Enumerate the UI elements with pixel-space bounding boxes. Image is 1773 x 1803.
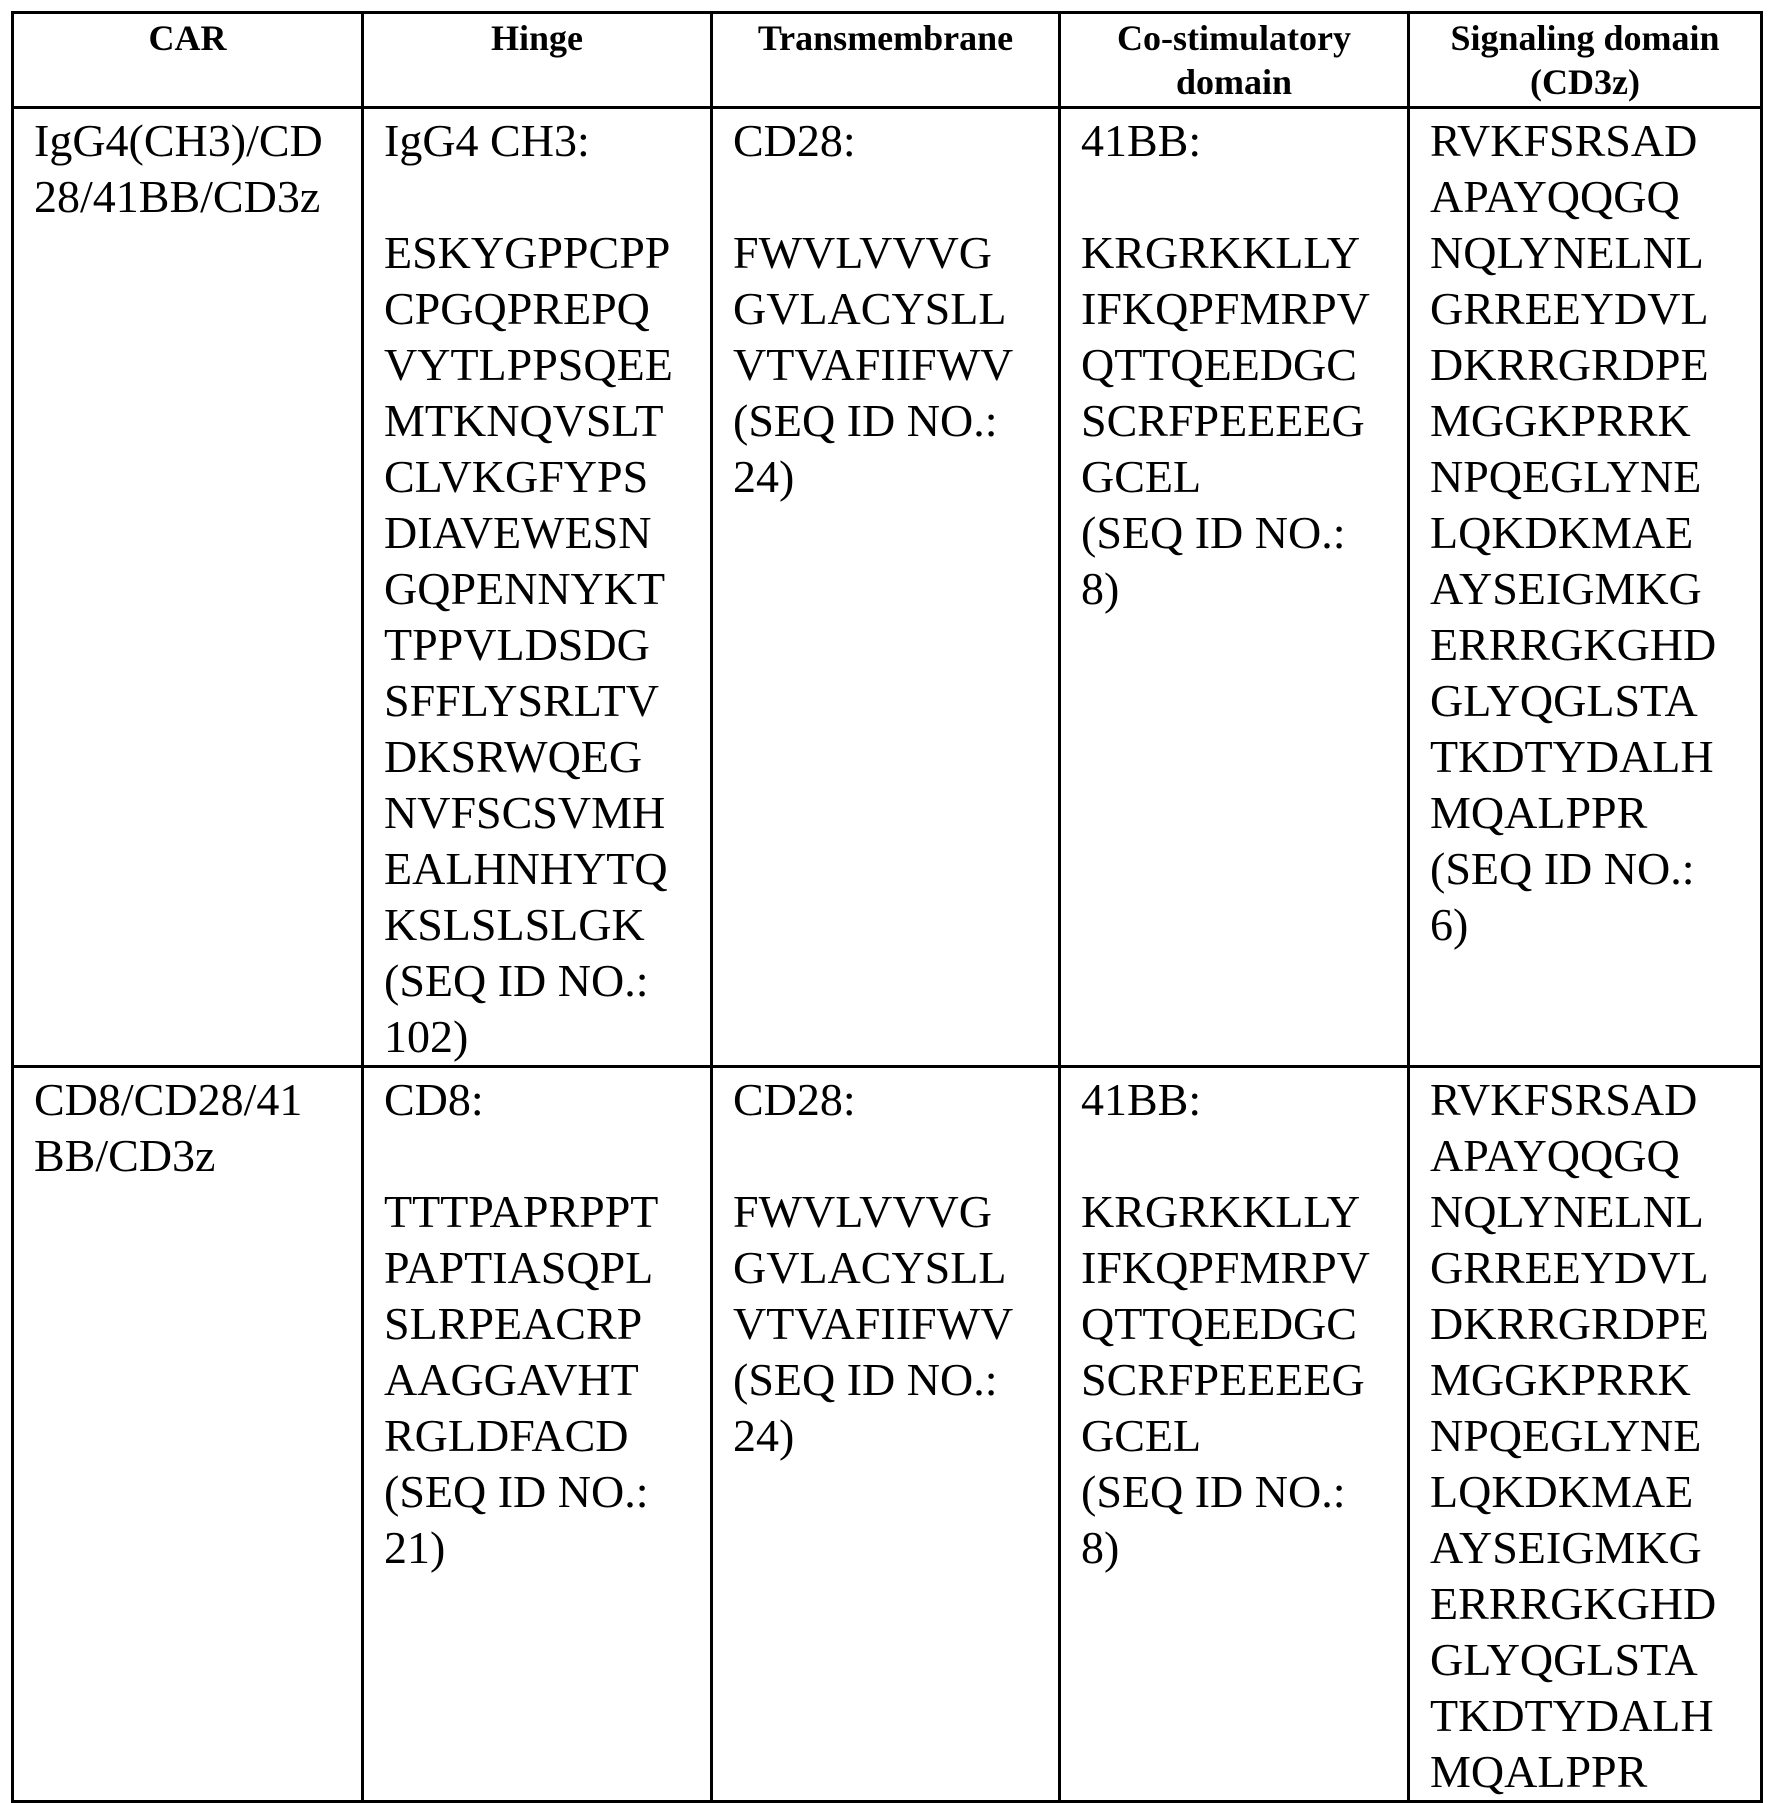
sequence-line: ESKYGPPCPP [384, 227, 671, 278]
car-name: IgG4(CH3)/CD [34, 115, 323, 166]
car-name: CD8/CD28/41 [34, 1074, 303, 1125]
sequence-line: KRGRKKLLY [1081, 227, 1361, 278]
sequence-line: GQPENNYKT [384, 563, 666, 614]
table-row [13, 1067, 1762, 1802]
sequence-line: MGGKPRRK [1430, 395, 1691, 446]
sequence-line: FWVLVVVG [733, 1186, 992, 1237]
header-text: Hinge [490, 18, 583, 58]
domain-label: 41BB: [1081, 115, 1202, 166]
cell-car [13, 108, 363, 1067]
sequence-line: FWVLVVVG [733, 227, 992, 278]
sequence-line: DKSRWQEG [384, 731, 643, 782]
sequence-line: ERRRGKGHD [1430, 619, 1717, 670]
sequence-line: GCEL [1081, 451, 1202, 502]
header-text: Signaling domain [1450, 18, 1720, 58]
seq-id: (SEQ ID NO.: [1430, 843, 1695, 894]
sequence-line: GLYQGLSTA [1430, 1634, 1698, 1685]
header-signaling-domain [1409, 13, 1762, 108]
sequence-line: GVLACYSLL [733, 1242, 1007, 1293]
cell-car [13, 1067, 363, 1802]
seq-id: 8) [1081, 563, 1120, 614]
sequence-line: RGLDFACD [384, 1410, 629, 1461]
sequence-line: CPGQPREPQ [384, 283, 650, 334]
sequence-line: GRREEYDVL [1430, 283, 1709, 334]
cell-hinge [363, 108, 712, 1067]
car-name: 28/41BB/CD3z [34, 171, 321, 222]
cell-costimulatory [1060, 1067, 1409, 1802]
domain-label: CD8: [384, 1074, 484, 1125]
cell-costimulatory [1060, 108, 1409, 1067]
sequence-line: AYSEIGMKG [1430, 563, 1702, 614]
sequence-line: VTVAFIIFWV [733, 339, 1014, 390]
domain-label: 41BB: [1081, 1074, 1202, 1125]
seq-id: (SEQ ID NO.: [1081, 1466, 1346, 1517]
sequence-line: GVLACYSLL [733, 283, 1007, 334]
sequence-line: MGGKPRRK [1430, 1354, 1691, 1405]
seq-id: 21) [384, 1522, 446, 1573]
seq-id: 6) [1430, 899, 1469, 950]
header-car [13, 13, 363, 108]
seq-id: (SEQ ID NO.: [1081, 507, 1346, 558]
sequence-line: APAYQQGQ [1430, 171, 1680, 222]
seq-id: (SEQ ID NO.: [733, 395, 998, 446]
seq-id: 24) [733, 451, 795, 502]
sequence-line: AAGGAVHT [384, 1354, 639, 1405]
seq-id: 102) [384, 1011, 469, 1062]
domain-label: CD28: [733, 1074, 856, 1125]
sequence-line: MQALPPR [1430, 787, 1648, 838]
sequence-line: TPPVLDSDG [384, 619, 650, 670]
sequence-line: MQALPPR [1430, 1746, 1648, 1797]
sequence-line: CLVKGFYPS [384, 451, 649, 502]
header-hinge [363, 13, 712, 108]
sequence-line: VYTLPPSQEE [384, 339, 673, 390]
sequence-line: SCRFPEEEEG [1081, 1354, 1365, 1405]
sequence-line: TKDTYDALH [1430, 1690, 1714, 1741]
seq-id: (SEQ ID NO.: [733, 1354, 998, 1405]
sequence-line: AYSEIGMKG [1430, 1522, 1702, 1573]
sequence-line: LQKDKMAE [1430, 1466, 1694, 1517]
sequence-line: DKRRGRDPE [1430, 339, 1709, 390]
sequence-line: NPQEGLYNE [1430, 1410, 1702, 1461]
sequence-line: MTKNQVSLT [384, 395, 664, 446]
domain-label: IgG4 CH3: [384, 115, 590, 166]
seq-id: (SEQ ID NO.: [384, 1466, 649, 1517]
car-domain-table [11, 11, 1763, 1803]
sequence-line: IFKQPFMRPV [1081, 1242, 1370, 1293]
sequence-line: RVKFSRSAD [1430, 115, 1698, 166]
sequence-line: SLRPEACRP [384, 1298, 643, 1349]
header-row [13, 13, 1762, 108]
sequence-line: DKRRGRDPE [1430, 1298, 1709, 1349]
seq-id: 24) [733, 1410, 795, 1461]
sequence-line: ERRRGKGHD [1430, 1578, 1717, 1629]
header-text: domain [1175, 62, 1293, 102]
sequence-line: QTTQEEDGC [1081, 1298, 1357, 1349]
sequence-line: LQKDKMAE [1430, 507, 1694, 558]
seq-id: 8) [1081, 1522, 1120, 1573]
domain-label: CD28: [733, 115, 856, 166]
sequence-line: NQLYNELNL [1430, 1186, 1704, 1237]
sequence-line: SCRFPEEEEG [1081, 395, 1365, 446]
sequence-line: APAYQQGQ [1430, 1130, 1680, 1181]
sequence-line: NQLYNELNL [1430, 227, 1704, 278]
sequence-line: EALHNHYTQ [384, 843, 668, 894]
sequence-line: RVKFSRSAD [1430, 1074, 1698, 1125]
table-row [13, 108, 1762, 1067]
car-name: BB/CD3z [34, 1130, 216, 1181]
header-text: Co-stimulatory [1117, 18, 1351, 58]
sequence-line: QTTQEEDGC [1081, 339, 1357, 390]
header-text: (CD3z) [1530, 62, 1640, 102]
sequence-line: IFKQPFMRPV [1081, 283, 1370, 334]
sequence-line: GLYQGLSTA [1430, 675, 1698, 726]
sequence-line: TKDTYDALH [1430, 731, 1714, 782]
sequence-line: KSLSLSLGK [384, 899, 645, 950]
header-costimulatory-domain [1060, 13, 1409, 108]
sequence-line: GCEL [1081, 1410, 1202, 1461]
header-text: CAR [148, 18, 227, 58]
cell-signaling [1409, 108, 1762, 1067]
sequence-line: DIAVEWESN [384, 507, 652, 558]
cell-transmembrane [712, 108, 1060, 1067]
cell-hinge [363, 1067, 712, 1802]
header-text: Transmembrane [757, 18, 1014, 58]
header-transmembrane [712, 13, 1060, 108]
sequence-line: PAPTIASQPL [384, 1242, 654, 1293]
seq-id: (SEQ ID NO.: [384, 955, 649, 1006]
cell-transmembrane [712, 1067, 1060, 1802]
sequence-line: NVFSCSVMH [384, 787, 666, 838]
sequence-line: NPQEGLYNE [1430, 451, 1702, 502]
cell-signaling [1409, 1067, 1762, 1802]
sequence-line: SFFLYSRLTV [384, 675, 659, 726]
sequence-line: KRGRKKLLY [1081, 1186, 1361, 1237]
sequence-line: VTVAFIIFWV [733, 1298, 1014, 1349]
sequence-line: GRREEYDVL [1430, 1242, 1709, 1293]
sequence-line: TTTPAPRPPT [384, 1186, 659, 1237]
